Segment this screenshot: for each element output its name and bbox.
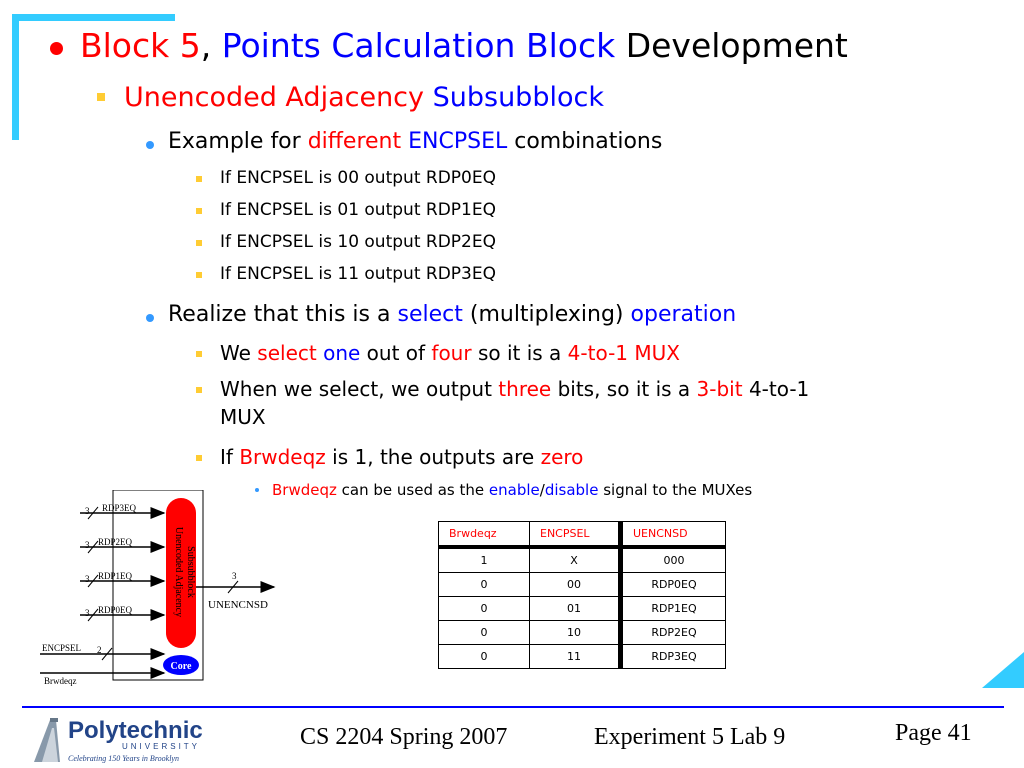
- svg-text:RDP0EQ: RDP0EQ: [98, 605, 133, 615]
- if-brwdeqz-line: If Brwdeqz is 1, the outputs are zero: [220, 445, 584, 469]
- table-cell: RDP1EQ: [621, 597, 726, 621]
- svg-text:Celebrating 150 Years in Brook: Celebrating 150 Years in Brooklyn: [68, 754, 179, 763]
- bridge-icon: [34, 718, 60, 762]
- table-row: [439, 573, 726, 597]
- svg-text:3: 3: [85, 540, 90, 550]
- table-cell: 01: [530, 597, 621, 621]
- item-bullet-icon: [196, 455, 202, 461]
- item-bullet-icon: [196, 387, 202, 393]
- table-cell: RDP0EQ: [621, 573, 726, 597]
- item-bullet-icon: [196, 351, 202, 357]
- header-brwdeqz: Brwdeqz: [439, 522, 530, 548]
- table-cell: RDP2EQ: [621, 621, 726, 645]
- svg-text:UNIVERSITY: UNIVERSITY: [122, 742, 201, 751]
- svg-text:Polytechnic: Polytechnic: [68, 717, 203, 744]
- heading-bullet-icon: [50, 42, 63, 55]
- item-bullet-icon: [196, 176, 202, 182]
- footer-course: CS 2204 Spring 2007: [300, 724, 508, 750]
- corner-triangle-decoration: [980, 652, 1024, 688]
- encpsel-item-00: If ENCPSEL is 00 output RDP0EQ: [220, 168, 496, 188]
- table-cell: 11: [530, 645, 621, 669]
- subheading: Unencoded Adjacency Subsubblock: [124, 82, 604, 113]
- header-uencnsd: UENCNSD: [621, 522, 726, 548]
- subheading-bullet-icon: [97, 93, 105, 101]
- footer-divider: [22, 706, 1004, 708]
- svg-text:RDP2EQ: RDP2EQ: [98, 537, 133, 547]
- table-cell: 0: [439, 597, 530, 621]
- realize-bullet-icon: [146, 314, 154, 322]
- realize-line: Realize that this is a select (multiplexing) operation: [168, 302, 737, 327]
- table-cell: X: [530, 547, 621, 573]
- slide-heading: Block 5, Points Calculation Block Development: [80, 26, 848, 65]
- table-cell: 0: [439, 621, 530, 645]
- example-bullet-icon: [146, 141, 154, 149]
- block-diagram: [36, 490, 280, 690]
- svg-text:3: 3: [232, 571, 237, 581]
- table-cell: 10: [530, 621, 621, 645]
- table-row: [439, 597, 726, 621]
- table-row: [439, 621, 726, 645]
- svg-text:ENCPSEL: ENCPSEL: [42, 643, 82, 653]
- encpsel-item-11: If ENCPSEL is 11 output RDP3EQ: [220, 264, 496, 284]
- table-row: [439, 645, 726, 669]
- block-label-1: Unencoded Adjacency: [173, 526, 184, 618]
- footer-experiment: Experiment 5 Lab 9: [594, 724, 786, 750]
- item-bullet-icon: [196, 272, 202, 278]
- polytechnic-logo: [30, 712, 230, 766]
- footer-page-number: Page 41: [895, 720, 972, 746]
- svg-text:2: 2: [97, 645, 102, 655]
- brwdeqz-enable-line: Brwdeqz can be used as the enable/disable signal to the MUXes: [272, 481, 753, 499]
- table-cell: RDP3EQ: [621, 645, 726, 669]
- block-label-2: Subsubblock: [185, 546, 196, 598]
- when-select-line: When we select, we output three bits, so it is a 3-bit 4-to-1: [220, 377, 810, 401]
- example-line: Example for different ENCPSEL combinations: [168, 129, 663, 154]
- svg-text:Brwdeqz: Brwdeqz: [44, 676, 77, 686]
- svg-text:3: 3: [85, 506, 90, 516]
- corner-decoration: [0, 0, 200, 150]
- table-cell: 0: [439, 573, 530, 597]
- core-label: Core: [170, 661, 192, 672]
- svg-text:3: 3: [85, 574, 90, 584]
- item-bullet-icon: [196, 208, 202, 214]
- table-header-row: [439, 522, 726, 548]
- svg-text:3: 3: [85, 608, 90, 618]
- item-bullet-icon: [196, 240, 202, 246]
- table-cell: 00: [530, 573, 621, 597]
- svg-text:RDP3EQ: RDP3EQ: [102, 503, 137, 513]
- encpsel-item-01: If ENCPSEL is 01 output RDP1EQ: [220, 200, 496, 220]
- svg-text:UNENCNSD: UNENCNSD: [208, 599, 268, 611]
- encpsel-item-10: If ENCPSEL is 10 output RDP2EQ: [220, 232, 496, 252]
- table-row: [439, 547, 726, 573]
- table-cell: 0: [439, 645, 530, 669]
- table-cell: 1: [439, 547, 530, 573]
- output-unencnsd: [196, 571, 274, 611]
- svg-text:RDP1EQ: RDP1EQ: [98, 571, 133, 581]
- we-select-line: We select one out of four so it is a 4-to-1 MUX: [220, 341, 680, 365]
- when-select-line-cont: MUX: [220, 405, 266, 429]
- table-cell: 000: [621, 547, 726, 573]
- header-encpsel: ENCPSEL: [530, 522, 621, 548]
- truth-table: [438, 521, 726, 669]
